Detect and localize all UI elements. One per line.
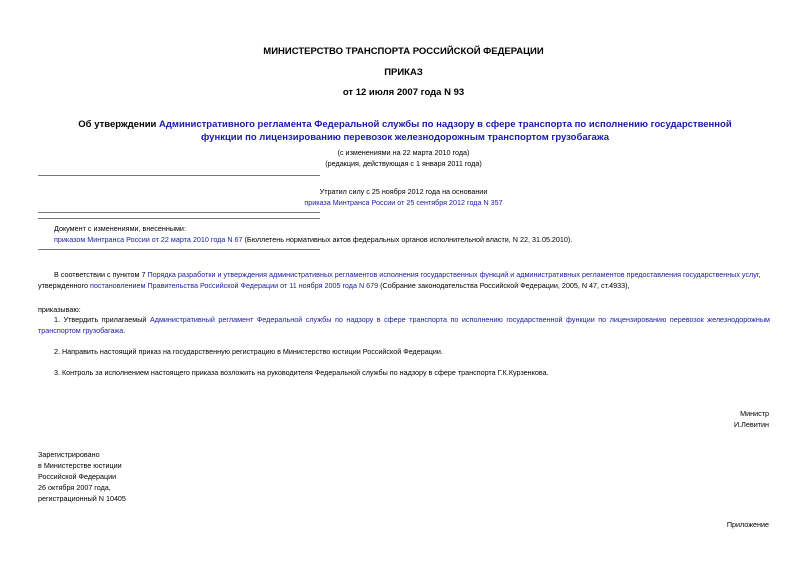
registration-block — [38, 449, 126, 504]
p1-text-b: , утвержденного — [38, 270, 761, 290]
divider — [38, 249, 320, 250]
order-item-1 — [38, 314, 770, 336]
expiry-order-link[interactable]: приказа Минтранса России от 25 сентября 2012 года N 357 — [304, 198, 503, 207]
p1-text-c: (Собрание законодательства Российской Федерации, 2005, N 47, ст.4933), — [378, 281, 630, 290]
amendments-intro: Документ с изменениями, внесенными: — [54, 224, 186, 233]
doc-type: ПРИКАЗ — [384, 67, 423, 78]
order-item-2: 2. Направить настоящий приказ на государственную регистрацию в Министерство юстиции Российской Федерации. — [54, 347, 443, 356]
paragraph-basis — [38, 269, 770, 291]
orders-label: приказываю: — [38, 305, 81, 314]
doc-heading — [60, 118, 750, 144]
divider — [38, 212, 320, 213]
signature-name: И.Левитин — [734, 420, 769, 429]
registration-line: в Министерстве юстиции — [38, 461, 122, 470]
appendix-label: Приложение — [726, 520, 769, 529]
item1-end: . — [123, 326, 126, 335]
registration-line: регистрационный N 10405 — [38, 494, 126, 503]
heading-prefix: Об утверждении — [78, 119, 160, 130]
divider — [38, 218, 320, 219]
registration-line: 26 октября 2007 года, — [38, 483, 111, 492]
registration-line: Российской Федерации — [38, 472, 117, 481]
edition-changes: (с изменениями на 22 марта 2010 года) — [337, 148, 470, 157]
heading-regulation-link[interactable]: Административного регламента Федеральной службы по надзору в сфере транспорта по исполнению государственной функции по лицензированию перевозок железнодорожным транспортом грузобагажа — [159, 119, 732, 143]
p1-text-a: В соответствии с пунктом 7 — [54, 270, 148, 279]
procedure-link[interactable]: Порядка разработки и утверждения административных регламентов исполнения государственных функций и административных регламентов предоставления государственных услуг — [147, 270, 759, 279]
expiry-note: Утратил силу с 25 ноября 2012 года на основании — [319, 187, 488, 196]
government-decree-link[interactable]: постановлением Правительства Российской Федерации от 11 ноября 2005 года N 679 — [90, 281, 379, 290]
item1-text: 1. Утвердить прилагаемый — [54, 315, 150, 324]
amendments-line — [54, 234, 774, 245]
amendment-source: (Бюллетень нормативных актов федеральных органов исполнительной власти, N 22, 31.05.2010). — [242, 235, 573, 244]
order-item-3: 3. Контроль за исполнением настоящего приказа возложить на руководителя Федеральной службы по надзору в сфере транспорта Г.К.Курзенкова. — [54, 368, 549, 377]
doc-date-number: от 12 июля 2007 года N 93 — [342, 87, 465, 98]
ministry-title: МИНИСТЕРСТВО ТРАНСПОРТА РОССИЙСКОЙ ФЕДЕРАЦИИ — [263, 46, 544, 57]
registration-line: Зарегистрировано — [38, 450, 100, 459]
divider — [38, 175, 320, 176]
amendment-order-link[interactable]: приказом Минтранса России от 22 марта 2010 года N 67 — [54, 235, 243, 244]
regulation-link[interactable]: Административный регламент Федеральной службы по надзору в сфере транспорта по исполнению государственной функции по лицензированию перевозок железнодорожным транспортом грузобагажа — [38, 315, 770, 335]
signature-role: Министр — [740, 409, 769, 418]
edition-version: (редакция, действующая с 1 января 2011 года) — [325, 159, 482, 168]
